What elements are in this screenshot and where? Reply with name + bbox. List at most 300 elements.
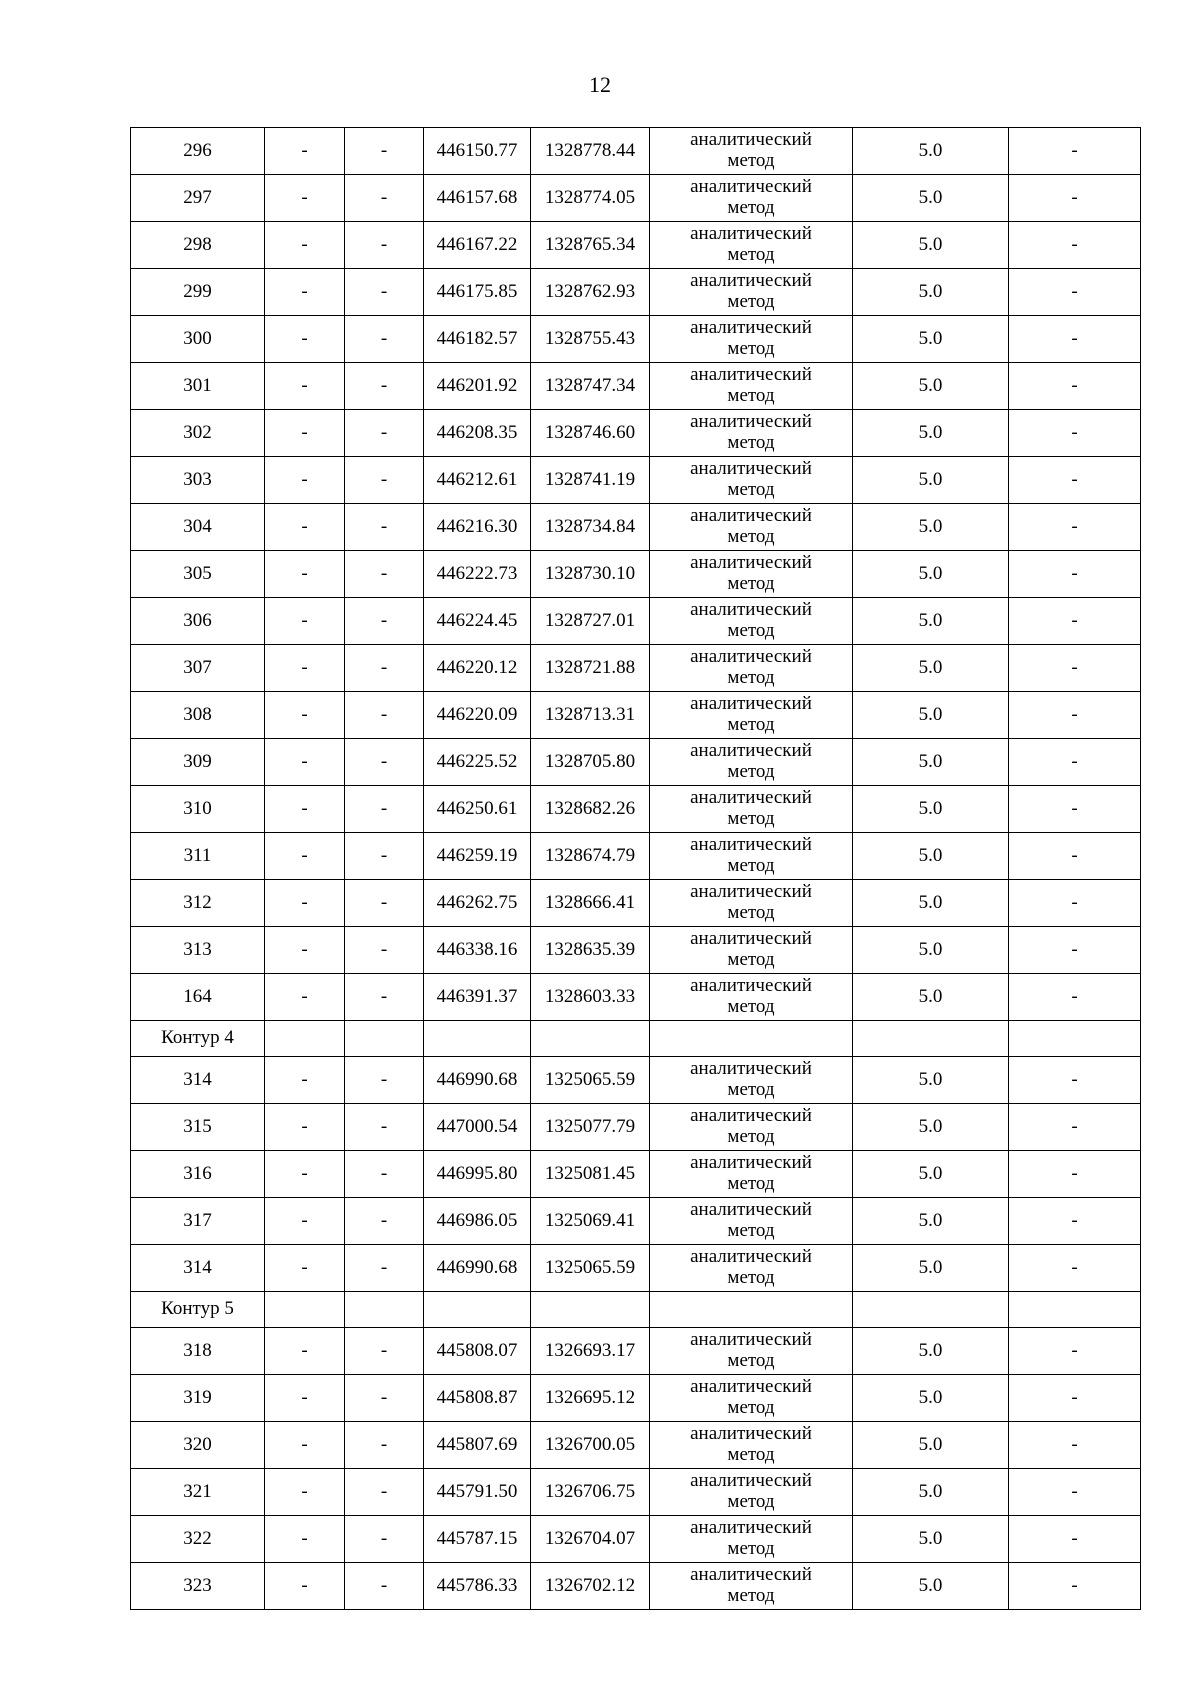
old-y-cell: -: [345, 1151, 424, 1198]
x-coordinate-cell: 445808.87: [424, 1375, 531, 1422]
accuracy-cell: 5.0: [853, 269, 1009, 316]
y-coordinate-cell: 1328747.34: [531, 363, 650, 410]
old-x-cell: -: [265, 128, 345, 175]
y-coordinate-cell: 1328721.88: [531, 645, 650, 692]
y-coordinate-cell: 1328666.41: [531, 880, 650, 927]
y-coordinate-cell: 1328734.84: [531, 504, 650, 551]
method-cell: [650, 1375, 853, 1422]
contour-label: Контур 5: [131, 1292, 265, 1328]
description-cell: -: [1009, 1516, 1141, 1563]
table-row: [131, 786, 1141, 833]
method-cell: [650, 1151, 853, 1198]
x-coordinate-cell: 446250.61: [424, 786, 531, 833]
description-cell: -: [1009, 1375, 1141, 1422]
point-number-cell: 311: [131, 833, 265, 880]
old-y-cell: -: [345, 598, 424, 645]
old-y-cell: -: [345, 927, 424, 974]
table-row: [131, 551, 1141, 598]
method-text-line1: аналитический: [690, 834, 812, 856]
method-cell: [650, 786, 853, 833]
method-text-line2: метод: [727, 1126, 775, 1147]
method-cell: [650, 833, 853, 880]
point-number-cell: 313: [131, 927, 265, 974]
point-number-cell: 310: [131, 786, 265, 833]
table-row: [131, 222, 1141, 269]
y-coordinate-cell: 1328674.79: [531, 833, 650, 880]
description-cell: -: [1009, 363, 1141, 410]
method-cell: [650, 551, 853, 598]
method-text-line1: аналитический: [690, 693, 812, 715]
accuracy-cell: 5.0: [853, 316, 1009, 363]
method-cell: [650, 316, 853, 363]
accuracy-cell: 5.0: [853, 410, 1009, 457]
accuracy-cell: 5.0: [853, 598, 1009, 645]
method-text-line2: метод: [727, 479, 775, 500]
old-x-cell: -: [265, 363, 345, 410]
table-row: [131, 1328, 1141, 1375]
method-text-line2: метод: [727, 1397, 775, 1418]
method-cell: [650, 645, 853, 692]
y-coordinate-cell: 1328741.19: [531, 457, 650, 504]
method-text-line2: метод: [727, 902, 775, 923]
old-x-cell: -: [265, 786, 345, 833]
method-text-line2: метод: [727, 949, 775, 970]
old-y-cell: -: [345, 880, 424, 927]
point-number-cell: 309: [131, 739, 265, 786]
point-number-cell: 300: [131, 316, 265, 363]
table-row: [131, 410, 1141, 457]
y-coordinate-cell: 1328778.44: [531, 128, 650, 175]
method-text-line1: аналитический: [690, 646, 812, 668]
y-coordinate-cell: 1328603.33: [531, 974, 650, 1021]
method-text-line2: метод: [727, 667, 775, 688]
description-cell: -: [1009, 598, 1141, 645]
old-y-cell: -: [345, 269, 424, 316]
method-cell: [650, 1516, 853, 1563]
old-x-cell: -: [265, 974, 345, 1021]
old-y-cell: -: [345, 1563, 424, 1610]
accuracy-cell: 5.0: [853, 363, 1009, 410]
method-text-line2: метод: [727, 432, 775, 453]
x-coordinate-cell: 445787.15: [424, 1516, 531, 1563]
accuracy-cell: 5.0: [853, 1422, 1009, 1469]
description-cell: -: [1009, 1104, 1141, 1151]
method-text-line2: метод: [727, 385, 775, 406]
old-x-cell: -: [265, 692, 345, 739]
method-cell: [650, 222, 853, 269]
y-coordinate-cell: 1326704.07: [531, 1516, 650, 1563]
method-cell: [650, 974, 853, 1021]
description-cell: -: [1009, 222, 1141, 269]
method-text-line1: аналитический: [690, 1470, 812, 1492]
accuracy-cell: 5.0: [853, 645, 1009, 692]
y-coordinate-cell: 1328682.26: [531, 786, 650, 833]
table-row: [131, 1422, 1141, 1469]
old-y-cell: -: [345, 551, 424, 598]
method-cell: [650, 457, 853, 504]
point-number-cell: 307: [131, 645, 265, 692]
old-y-cell: -: [345, 457, 424, 504]
description-cell: -: [1009, 457, 1141, 504]
y-coordinate-cell: 1326700.05: [531, 1422, 650, 1469]
table-row: [131, 645, 1141, 692]
method-text-line1: аналитический: [690, 1246, 812, 1268]
old-y-cell: -: [345, 222, 424, 269]
method-cell: [650, 269, 853, 316]
description-cell: -: [1009, 927, 1141, 974]
method-text-line1: аналитический: [690, 1152, 812, 1174]
accuracy-cell: 5.0: [853, 551, 1009, 598]
old-x-cell: -: [265, 504, 345, 551]
empty-cell: [424, 1021, 531, 1057]
coordinates-table: [130, 127, 1141, 1610]
y-coordinate-cell: 1328746.60: [531, 410, 650, 457]
x-coordinate-cell: 446182.57: [424, 316, 531, 363]
method-text-line2: метод: [727, 197, 775, 218]
x-coordinate-cell: 446216.30: [424, 504, 531, 551]
accuracy-cell: 5.0: [853, 739, 1009, 786]
old-y-cell: -: [345, 1328, 424, 1375]
method-text-line1: аналитический: [690, 599, 812, 621]
point-number-cell: 314: [131, 1245, 265, 1292]
point-number-cell: 322: [131, 1516, 265, 1563]
method-text-line1: аналитический: [690, 411, 812, 433]
point-number-cell: 301: [131, 363, 265, 410]
old-y-cell: -: [345, 363, 424, 410]
old-x-cell: -: [265, 927, 345, 974]
x-coordinate-cell: 446224.45: [424, 598, 531, 645]
old-x-cell: -: [265, 645, 345, 692]
method-cell: [650, 739, 853, 786]
method-cell: [650, 1563, 853, 1610]
x-coordinate-cell: 446175.85: [424, 269, 531, 316]
accuracy-cell: 5.0: [853, 927, 1009, 974]
method-cell: [650, 1198, 853, 1245]
old-y-cell: -: [345, 645, 424, 692]
old-y-cell: -: [345, 1516, 424, 1563]
point-number-cell: 297: [131, 175, 265, 222]
accuracy-cell: 5.0: [853, 1057, 1009, 1104]
empty-cell: [424, 1292, 531, 1328]
point-number-cell: 318: [131, 1328, 265, 1375]
description-cell: -: [1009, 410, 1141, 457]
y-coordinate-cell: 1328727.01: [531, 598, 650, 645]
x-coordinate-cell: 446990.68: [424, 1057, 531, 1104]
y-coordinate-cell: 1325065.59: [531, 1245, 650, 1292]
accuracy-cell: 5.0: [853, 1516, 1009, 1563]
point-number-cell: 317: [131, 1198, 265, 1245]
x-coordinate-cell: 446220.09: [424, 692, 531, 739]
description-cell: -: [1009, 269, 1141, 316]
method-text-line1: аналитический: [690, 1517, 812, 1539]
old-y-cell: -: [345, 1198, 424, 1245]
method-text-line2: метод: [727, 150, 775, 171]
method-text-line2: метод: [727, 1585, 775, 1606]
method-text-line1: аналитический: [690, 881, 812, 903]
empty-cell: [650, 1021, 853, 1057]
table-row: [131, 316, 1141, 363]
description-cell: -: [1009, 1245, 1141, 1292]
description-cell: -: [1009, 1057, 1141, 1104]
table-row: [131, 175, 1141, 222]
y-coordinate-cell: 1328762.93: [531, 269, 650, 316]
method-cell: [650, 363, 853, 410]
method-text-line2: метод: [727, 996, 775, 1017]
x-coordinate-cell: 446225.52: [424, 739, 531, 786]
empty-cell: [1009, 1021, 1141, 1057]
method-text-line1: аналитический: [690, 317, 812, 339]
old-x-cell: -: [265, 1422, 345, 1469]
table-row: [131, 269, 1141, 316]
method-cell: [650, 927, 853, 974]
old-x-cell: -: [265, 1469, 345, 1516]
point-number-cell: 312: [131, 880, 265, 927]
x-coordinate-cell: 446990.68: [424, 1245, 531, 1292]
old-y-cell: -: [345, 1245, 424, 1292]
y-coordinate-cell: 1328755.43: [531, 316, 650, 363]
point-number-cell: 296: [131, 128, 265, 175]
table-row: [131, 1057, 1141, 1104]
table-row: [131, 363, 1141, 410]
point-number-cell: 305: [131, 551, 265, 598]
y-coordinate-cell: 1326693.17: [531, 1328, 650, 1375]
description-cell: -: [1009, 128, 1141, 175]
empty-cell: [345, 1021, 424, 1057]
point-number-cell: 315: [131, 1104, 265, 1151]
table-row: [131, 692, 1141, 739]
method-text-line2: метод: [727, 526, 775, 547]
method-cell: [650, 1057, 853, 1104]
method-text-line2: метод: [727, 1220, 775, 1241]
accuracy-cell: 5.0: [853, 880, 1009, 927]
contour-header-row: [131, 1021, 1141, 1057]
y-coordinate-cell: 1325081.45: [531, 1151, 650, 1198]
old-y-cell: -: [345, 1375, 424, 1422]
accuracy-cell: 5.0: [853, 974, 1009, 1021]
method-text-line2: метод: [727, 1079, 775, 1100]
point-number-cell: 321: [131, 1469, 265, 1516]
point-number-cell: 164: [131, 974, 265, 1021]
x-coordinate-cell: 446262.75: [424, 880, 531, 927]
accuracy-cell: 5.0: [853, 504, 1009, 551]
method-text-line2: метод: [727, 1173, 775, 1194]
old-x-cell: -: [265, 551, 345, 598]
table-row: [131, 1563, 1141, 1610]
method-text-line1: аналитический: [690, 1105, 812, 1127]
method-text-line1: аналитический: [690, 223, 812, 245]
method-cell: [650, 175, 853, 222]
method-text-line2: метод: [727, 1350, 775, 1371]
x-coordinate-cell: 446995.80: [424, 1151, 531, 1198]
table-row: [131, 1375, 1141, 1422]
method-text-line1: аналитический: [690, 975, 812, 997]
method-text-line1: аналитический: [690, 552, 812, 574]
point-number-cell: 314: [131, 1057, 265, 1104]
method-text-line2: метод: [727, 761, 775, 782]
method-text-line2: метод: [727, 620, 775, 641]
x-coordinate-cell: 446208.35: [424, 410, 531, 457]
table-row: [131, 504, 1141, 551]
accuracy-cell: 5.0: [853, 1104, 1009, 1151]
old-y-cell: -: [345, 1104, 424, 1151]
y-coordinate-cell: 1328774.05: [531, 175, 650, 222]
method-text-line2: метод: [727, 714, 775, 735]
x-coordinate-cell: 445786.33: [424, 1563, 531, 1610]
method-text-line2: метод: [727, 338, 775, 359]
old-y-cell: -: [345, 974, 424, 1021]
description-cell: -: [1009, 1422, 1141, 1469]
table-row: [131, 880, 1141, 927]
y-coordinate-cell: 1326706.75: [531, 1469, 650, 1516]
old-x-cell: -: [265, 175, 345, 222]
y-coordinate-cell: 1328713.31: [531, 692, 650, 739]
old-x-cell: -: [265, 880, 345, 927]
method-text-line2: метод: [727, 855, 775, 876]
point-number-cell: 303: [131, 457, 265, 504]
old-x-cell: -: [265, 598, 345, 645]
method-cell: [650, 692, 853, 739]
old-y-cell: -: [345, 175, 424, 222]
accuracy-cell: 5.0: [853, 1198, 1009, 1245]
x-coordinate-cell: 446212.61: [424, 457, 531, 504]
method-text-line2: метод: [727, 573, 775, 594]
table-row: [131, 739, 1141, 786]
method-text-line1: аналитический: [690, 1564, 812, 1586]
description-cell: -: [1009, 692, 1141, 739]
accuracy-cell: 5.0: [853, 128, 1009, 175]
description-cell: -: [1009, 504, 1141, 551]
accuracy-cell: 5.0: [853, 833, 1009, 880]
old-y-cell: -: [345, 1057, 424, 1104]
table-row: [131, 1516, 1141, 1563]
table-row: [131, 128, 1141, 175]
x-coordinate-cell: 446201.92: [424, 363, 531, 410]
method-text-line2: метод: [727, 1491, 775, 1512]
method-text-line1: аналитический: [690, 1376, 812, 1398]
old-x-cell: -: [265, 1516, 345, 1563]
table-row: [131, 1469, 1141, 1516]
old-y-cell: -: [345, 504, 424, 551]
page-number: 12: [589, 72, 611, 97]
point-number-cell: 304: [131, 504, 265, 551]
point-number-cell: 308: [131, 692, 265, 739]
x-coordinate-cell: 445807.69: [424, 1422, 531, 1469]
table-row: [131, 833, 1141, 880]
method-text-line1: аналитический: [690, 176, 812, 198]
method-cell: [650, 880, 853, 927]
old-y-cell: -: [345, 692, 424, 739]
method-cell: [650, 1104, 853, 1151]
method-text-line2: метод: [727, 244, 775, 265]
method-text-line1: аналитический: [690, 505, 812, 527]
empty-cell: [853, 1021, 1009, 1057]
old-x-cell: -: [265, 316, 345, 363]
accuracy-cell: 5.0: [853, 1328, 1009, 1375]
old-y-cell: -: [345, 739, 424, 786]
method-cell: [650, 598, 853, 645]
description-cell: -: [1009, 1563, 1141, 1610]
old-x-cell: -: [265, 1057, 345, 1104]
y-coordinate-cell: 1326695.12: [531, 1375, 650, 1422]
method-cell: [650, 1328, 853, 1375]
accuracy-cell: 5.0: [853, 1563, 1009, 1610]
description-cell: -: [1009, 974, 1141, 1021]
point-number-cell: 323: [131, 1563, 265, 1610]
y-coordinate-cell: 1326702.12: [531, 1563, 650, 1610]
description-cell: -: [1009, 1151, 1141, 1198]
method-text-line1: аналитический: [690, 928, 812, 950]
method-text-line2: метод: [727, 1538, 775, 1559]
accuracy-cell: 5.0: [853, 457, 1009, 504]
method-text-line1: аналитический: [690, 1329, 812, 1351]
old-y-cell: -: [345, 786, 424, 833]
table-row: [131, 974, 1141, 1021]
old-y-cell: -: [345, 316, 424, 363]
contour-header-row: [131, 1292, 1141, 1328]
accuracy-cell: 5.0: [853, 175, 1009, 222]
empty-cell: [531, 1292, 650, 1328]
method-cell: [650, 1245, 853, 1292]
old-x-cell: -: [265, 1104, 345, 1151]
description-cell: -: [1009, 1198, 1141, 1245]
method-cell: [650, 410, 853, 457]
x-coordinate-cell: 446391.37: [424, 974, 531, 1021]
description-cell: -: [1009, 551, 1141, 598]
old-x-cell: -: [265, 1375, 345, 1422]
old-y-cell: -: [345, 833, 424, 880]
point-number-cell: 298: [131, 222, 265, 269]
table-row: [131, 927, 1141, 974]
accuracy-cell: 5.0: [853, 1469, 1009, 1516]
method-text-line1: аналитический: [690, 364, 812, 386]
method-text-line1: аналитический: [690, 740, 812, 762]
empty-cell: [265, 1021, 345, 1057]
accuracy-cell: 5.0: [853, 222, 1009, 269]
empty-cell: [650, 1292, 853, 1328]
accuracy-cell: 5.0: [853, 1151, 1009, 1198]
method-text-line2: метод: [727, 808, 775, 829]
empty-cell: [531, 1021, 650, 1057]
point-number-cell: 302: [131, 410, 265, 457]
empty-cell: [345, 1292, 424, 1328]
table-row: [131, 457, 1141, 504]
table-row: [131, 1198, 1141, 1245]
x-coordinate-cell: 446167.22: [424, 222, 531, 269]
x-coordinate-cell: 446157.68: [424, 175, 531, 222]
old-y-cell: -: [345, 410, 424, 457]
point-number-cell: 319: [131, 1375, 265, 1422]
y-coordinate-cell: 1328635.39: [531, 927, 650, 974]
empty-cell: [265, 1292, 345, 1328]
old-x-cell: -: [265, 457, 345, 504]
method-cell: [650, 504, 853, 551]
old-x-cell: -: [265, 1151, 345, 1198]
x-coordinate-cell: 446150.77: [424, 128, 531, 175]
y-coordinate-cell: 1325069.41: [531, 1198, 650, 1245]
empty-cell: [1009, 1292, 1141, 1328]
point-number-cell: 299: [131, 269, 265, 316]
x-coordinate-cell: 447000.54: [424, 1104, 531, 1151]
y-coordinate-cell: 1328705.80: [531, 739, 650, 786]
description-cell: -: [1009, 880, 1141, 927]
x-coordinate-cell: 446222.73: [424, 551, 531, 598]
old-x-cell: -: [265, 410, 345, 457]
table-row: [131, 1104, 1141, 1151]
x-coordinate-cell: 445808.07: [424, 1328, 531, 1375]
description-cell: -: [1009, 1469, 1141, 1516]
description-cell: -: [1009, 833, 1141, 880]
method-text-line1: аналитический: [690, 129, 812, 151]
